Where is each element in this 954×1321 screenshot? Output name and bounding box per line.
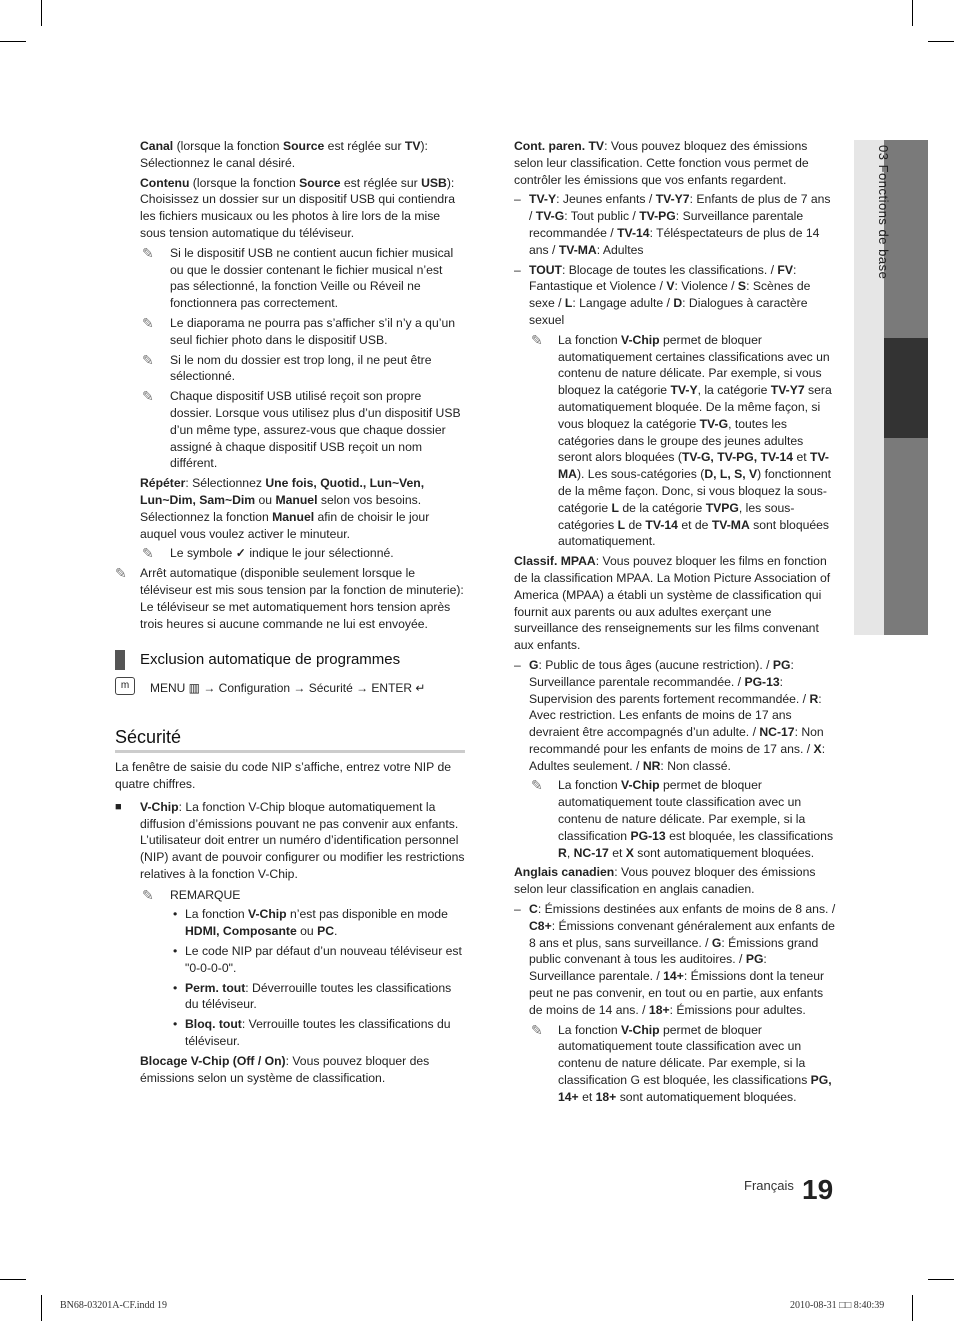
footer-language: Français bbox=[744, 1178, 794, 1193]
slug-file: BN68-03201A-CF.indd 19 bbox=[60, 1300, 167, 1311]
usb-note: ✎ Si le nom du dossier est trop long, il ne peut être sélectionné. bbox=[142, 351, 432, 384]
crop-mark bbox=[41, 1295, 42, 1321]
note-pen-icon: ✎ bbox=[142, 351, 154, 368]
chapter-tab-label: 03 Fonctions de base bbox=[876, 145, 891, 280]
vchip-note: ✎ La fonction V-Chip permet de bloquer automatiquement certaines classifications avec un contenu de nature délicate. Par exemple, si vous bloquez la catégorie TV-Y, la catégorie TV-Y7 sera automatiquement bloquée. De la même façon, si vous bloquez la catégorie TV-G, toutes les catégories dans le groupe des jeunes adultes seront alors bloquées (TV-G, TV-PG, TV-14 et TV-MA). Les sous-catégories (D, L, S, V) fonctionnent de la même façon. Donc, si vous bloquez la sous-catégorie L de la catégorie TVPG, les sous-catégories L de TV-14 et de TV-MA sont bloquées automatiquement. bbox=[531, 331, 832, 549]
square-bullet-icon: ■ bbox=[115, 800, 122, 813]
crop-mark bbox=[41, 0, 42, 26]
note-pen-icon: ✎ bbox=[142, 545, 154, 562]
contparen-paragraph: Cont. paren. TV: Vous pouvez bloquez des émissions selon leur classification. Cette fonction vous permet de contrôler les émissions que vos enfants regardent. bbox=[514, 139, 809, 187]
intro-paragraph: La fenêtre de saisie du code NIP s’affiche, entrez votre NIP de quatre chiffres. bbox=[115, 760, 452, 791]
slug-date: 2010-08-31 □□ 8:40:39 bbox=[790, 1300, 885, 1311]
right-column bbox=[514, 138, 836, 1109]
contenu-paragraph: Contenu (lorsque la fonction Source est réglée sur USB): Choisissez un dossier sur un dispositif USB qui contiendra les fichiers musicaux ou les photos à lire lors de la mise sous tension automatique du téléviseur. bbox=[140, 175, 456, 240]
crop-mark bbox=[0, 41, 26, 42]
remarque-bullet: • Bloq. tout: Verrouille toutes les classifications du téléviseur. bbox=[173, 1017, 451, 1049]
vchip-note: ✎ La fonction V-Chip permet de bloquer automatiquement toute classification avec un contenu de nature délicate. Par exemple, si la classification G est bloquée, les classifications PG, 14+ et 18+ sont automatiquement bloquées. bbox=[531, 1021, 832, 1104]
note-pen-icon: ✎ bbox=[142, 388, 154, 405]
anglais-paragraph: Anglais canadien: Vous pouvez bloquer des émissions selon leur classification en anglais canadien. bbox=[514, 865, 816, 897]
note-pen-icon: ✎ bbox=[142, 244, 154, 261]
note-pen-icon: ✎ bbox=[142, 886, 154, 903]
usb-note: ✎ Le diaporama ne pourra pas s’afficher s’il n’y a qu’un seul fichier photo dans le dispositif USB. bbox=[142, 314, 455, 347]
mpaa-item: – G: Public de tous âges (aucune restriction). / PG: Surveillance parentale recommandée. / PG-13: Supervision des parents fortement recommandée. / R: Avec restriction. Les enfants de moins de 17 ans devraient être accompagnés d’un adulte. / NC-17: Non recommandé pour les enfants de moins de 17 ans. / X: Adultes seulement. / NR: Non classé. bbox=[514, 657, 826, 773]
remarque-bullet: • Le code NIP par défaut d’un nouveau téléviseur est "0-0-0-0". bbox=[173, 944, 462, 975]
crop-mark bbox=[928, 1279, 954, 1280]
section-title: Sécurité bbox=[115, 725, 465, 753]
vchip-item: ■ V-Chip: La fonction V-Chip bloque automatiquement la diffusion d’émissions pouvant ne pas convenir aux enfants. L’utilisateur doit entrer un numéro d’identification personnel (NIP) avant de pouvoir configurer ou modifier les restrictions relatives à la fonction V-Chip. bbox=[115, 799, 465, 881]
remarque-bullet: • Perm. tout: Déverrouille toutes les classifications du téléviseur. bbox=[173, 980, 452, 1012]
usb-note: ✎ Si le dispositif USB ne contient aucun fichier musical ou que le dossier contenant le fichier musical n’est pas sélectionné, la fonction Veille ou Réveil ne fonctionnera pas correctement. bbox=[142, 244, 454, 311]
tvy-item: – TV-Y: Jeunes enfants / TV-Y7: Enfants de plus de 7 ans / TV-G: Tout public / TV-PG: Surveillance parentale recommandée / TV-14: Téléspectateurs de plus de 14 ans / TV-MA: Adultes bbox=[514, 192, 831, 257]
usb-note: ✎ Chaque dispositif USB utilisé reçoit son propre dossier. Lorsque vous utilisez plus d’un dispositif USB d’un même type, assurez-vous que chaque dossier assigné à chaque dispositif USB reçoit un nom différent. bbox=[142, 388, 461, 471]
checkmark-icon: ✓ bbox=[235, 546, 246, 561]
chapter-tab bbox=[854, 140, 928, 635]
crop-mark bbox=[912, 1295, 913, 1321]
symbol-note: ✎ Le symbole ✓ indique le jour sélectionné. bbox=[142, 545, 394, 562]
repeter-paragraph: Répéter: Sélectionnez Une fois, Quotid., Lun~Ven, Lun~Dim, Sam~Dim ou Manuel selon vos besoins. Sélectionnez la fonction Manuel afin de choisir le jour auquel vous voulez activer le minuteur. bbox=[140, 476, 430, 541]
mpaa-paragraph: Classif. MPAA: Vous pouvez bloquer les films en fonction de la classification MPAA. La Motion Picture Association of America (MPAA) a établi un système de classification qui fournit aux parents ou aux adultes exerçant une surveillance des renseignements sur les films convenant aux enfants. bbox=[514, 554, 831, 653]
crop-mark bbox=[0, 1279, 26, 1280]
blocage-paragraph: Blocage V-Chip (Off / On): Vous pouvez bloquer des émissions selon un système de classification. bbox=[140, 1053, 430, 1085]
left-column bbox=[115, 138, 465, 1089]
crop-mark bbox=[912, 0, 913, 26]
arret-note: ✎ Arrêt automatique (disponible seulement lorsque le téléviseur est mis sous tension par la fonction de minuterie): Le téléviseur se met automatiquement hors tension après trois heures si aucune commande ne lui est envoyée. bbox=[115, 565, 464, 631]
note-pen-icon: ✎ bbox=[531, 777, 543, 794]
anglais-item: – C: Émissions destinées aux enfants de moins de 8 ans. / C8+: Émissions convenant généralement aux enfants de 8 ans et plus, sans surveillance. / G: Émissions grand public convenant à tous les auditoires. / PG: Surveillance parentale. / 14+: Émissions dont la teneur peut ne pas convenir, en tout ou en partie, aux enfants de moins de 14 ans. / 18+: Émissions pour adultes. bbox=[514, 902, 836, 1017]
remarque-bullet: • La fonction V-Chip n’est pas disponible en mode HDMI, Composante ou PC. bbox=[173, 907, 448, 939]
canal-paragraph: Canal (lorsque la fonction Source est réglée sur TV): Sélectionnez le canal désiré. bbox=[140, 139, 428, 170]
vchip-note: ✎ La fonction V-Chip permet de bloquer automatiquement toute classification avec un contenu de nature délicate. Par exemple, si la classification PG-13 est bloquée, les classifications R, NC-17 et X sont automatiquement bloquées. bbox=[531, 777, 834, 860]
crop-mark bbox=[928, 41, 954, 42]
note-pen-icon: ✎ bbox=[531, 331, 543, 348]
note-pen-icon: ✎ bbox=[142, 314, 154, 331]
subheading: Exclusion automatique de programmes bbox=[115, 650, 465, 670]
note-pen-icon: ✎ bbox=[115, 565, 127, 582]
menu-hand-icon: m bbox=[115, 677, 135, 695]
menu-path: m MENU ▥ → Configuration → Sécurité → ENTER ↵ bbox=[115, 680, 465, 697]
tout-item: – TOUT: Blocage de toutes les classifications. / FV: Fantastique et Violence / V: Violence / S: Scènes de sexe / L: Langage adulte / D: Dialogues à caractère sexuel bbox=[514, 262, 811, 327]
remarque-note: ✎ REMARQUE bbox=[142, 886, 241, 903]
page-number: 19 bbox=[802, 1174, 834, 1205]
note-pen-icon: ✎ bbox=[531, 1021, 543, 1038]
